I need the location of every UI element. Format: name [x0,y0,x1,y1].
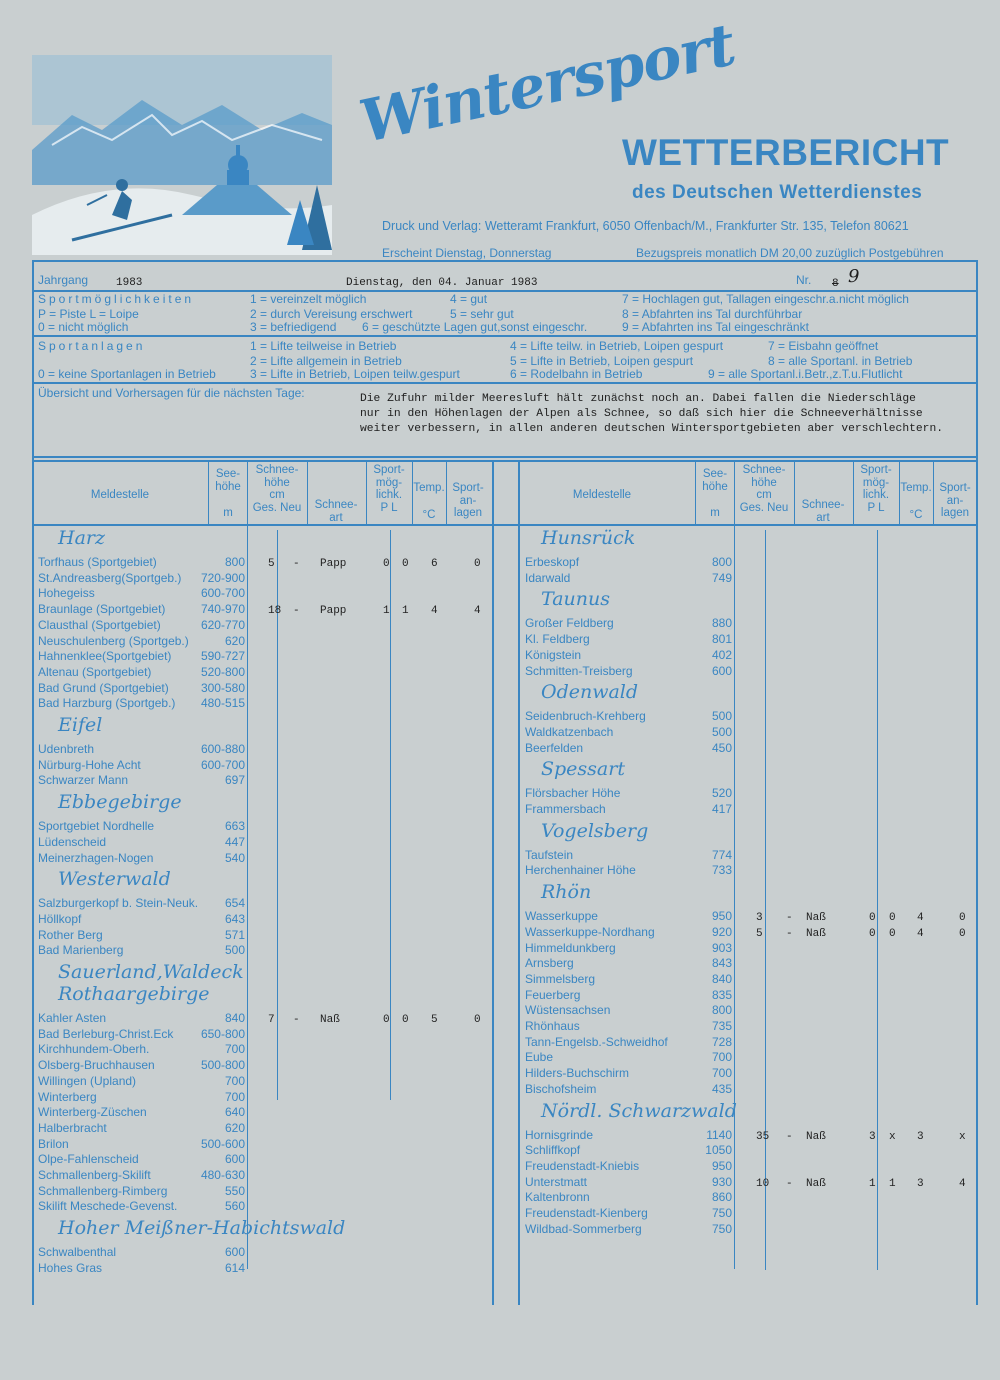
station-altitude: 700 [224,1042,245,1057]
region-heading: Nördl. Schwarzwald [541,1099,737,1122]
snow-type: Naß [806,1177,826,1190]
facilities: 0 [474,558,481,570]
station-name: Torfhaus (Sportgebiet) [38,555,157,569]
sport-legend-item: 8 = Abfahrten ins Tal durchführbar [622,307,803,321]
station-name: Neuschulenberg (Sportgeb.) [38,633,189,648]
station-name: Erbeskopf [525,555,580,569]
anlagen-legend-item: 2 = Lifte allgemein in Betrieb [250,354,402,368]
snow-total: 10 [756,1177,770,1190]
anlagen-legend-item: 9 = alle Sportanl.i.Betr.,z.T.u.Flutlicht [708,367,903,381]
col-schneeart: Schnee- art [314,499,358,524]
station-altitude: 600 [224,1245,245,1260]
column-separator [412,460,413,524]
station-altitude: 750 [711,1206,732,1220]
sport-loipe: 1 [889,1177,896,1190]
station-altitude: 654 [224,896,245,911]
station-altitude: 600-700 [200,586,245,601]
sport-loipe: x [889,1130,896,1143]
snow-total: 5 [756,927,763,940]
station-altitude: 880 [711,616,732,631]
sport-legend-item: 0 = nicht möglich [38,320,129,334]
snow-total: 3 [756,912,763,925]
station-name: Feuerberg [525,987,581,1002]
region-heading: Harz [58,527,105,549]
sport-legend-item: 2 = durch Vereisung erschwert [250,307,413,321]
station-name: Taufstein [525,847,574,862]
station-name: Waldkatzenbach [525,724,614,739]
station-name: Kahler Asten [38,1011,107,1025]
station-altitude: 843 [711,956,732,971]
temperature: 6 [431,558,438,570]
station-name: Brilon [38,1136,69,1151]
station-altitude: 800 [711,555,732,569]
snow-new: - [786,1130,793,1143]
sport-legend-item: 9 = Abfahrten ins Tal eingeschränkt [622,320,809,334]
station-altitude: 930 [711,1174,732,1189]
region-heading: Taunus [541,588,610,611]
station-altitude: 800 [711,1003,732,1018]
station-altitude: 700 [224,1073,245,1088]
station-altitude: 801 [711,632,732,647]
snow-type: Naß [806,927,826,940]
sport-piste: 1 [869,1177,876,1190]
station-name: Bischofsheim [525,1081,597,1096]
col-meldestelle-right: Meldestelle [572,489,632,501]
station-name: Altenau (Sportgebiet) [38,664,152,679]
snow-new: - [786,1177,793,1190]
station-altitude: 750 [711,1221,732,1236]
station-altitude: 600 [711,663,732,678]
col-anlagen: Sport- an- lagen [452,482,484,519]
sport-legend-item: 1 = vereinzelt möglich [250,292,367,306]
column-separator [765,530,766,1270]
station-altitude: 500 [711,709,732,724]
station-name: Freudenstadt-Kniebis [525,1158,640,1173]
station-name: Freudenstadt-Kienberg [525,1206,648,1220]
column-separator [307,460,308,524]
issue-date: Dienstag, den 04. Januar 1983 [346,277,538,289]
sport-piste: 0 [869,912,876,925]
station-altitude: 700 [711,1050,732,1065]
anlagen-legend-item: 5 = Lifte in Betrieb, Loipen gespurt [510,354,694,368]
sport-legend-item: P = Piste L = Loipe [38,307,139,321]
station-altitude: 835 [711,987,732,1002]
temperature: 4 [431,605,438,618]
snow-total: 18 [268,605,282,618]
column-separator [853,460,854,524]
station-altitude: 550 [224,1183,245,1198]
temperature: 3 [917,1130,924,1143]
station-name: Winterberg [38,1089,97,1104]
page-subtitle: des Deutschen Wetterdienstes [632,182,923,203]
station-name: Winterberg-Züschen [38,1105,147,1120]
station-altitude: 590-727 [200,649,245,664]
issue-number-label: Nr. [796,273,812,287]
snow-total: 35 [756,1130,770,1143]
anlagen-legend-item: 7 = Eisbahn geöffnet [768,339,879,353]
page-title: WETTERBERICHT [622,132,950,173]
station-altitude: 860 [711,1190,732,1205]
sport-legend-item: 5 = sehr gut [450,307,514,321]
station-name: Hornisgrinde [525,1127,594,1142]
region-heading: Eifel [58,714,103,736]
station-altitude: 840 [224,1011,245,1025]
station-altitude: 697 [224,773,245,788]
station-altitude: 950 [711,909,732,924]
snow-total: 7 [268,1014,275,1026]
station-altitude: 749 [711,570,732,585]
region-heading: Rothaargebirge [58,983,210,1005]
station-name: Bad Grund (Sportgebiet) [38,680,169,695]
sport-legend-item: 7 = Hochlagen gut, Tallagen eingeschr.a.nicht möglich [622,292,909,306]
station-name: Skilift Meschede-Gevenst. [38,1199,178,1214]
column-separator [366,460,367,524]
anlagen-legend-label: Sportanlagen [38,339,146,353]
station-name: Bad Harzburg (Sportgeb.) [38,696,176,711]
anlagen-legend-item: 1 = Lifte teilweise in Betrieb [250,339,397,353]
sport-legend-item: 6 = geschützte Lagen gut,sonst eingeschr. [362,320,588,334]
station-name: Beerfelden [525,740,584,755]
jahrgang-value: 1983 [116,277,143,289]
station-name: St.Andreasberg(Sportgeb.) [38,570,182,585]
anlagen-legend-item: 3 = Lifte in Betrieb, Loipen teilw.gespurt [250,367,460,381]
forecast-label: Übersicht und Vorhersagen für die nächsten Tage: [38,386,305,400]
station-name: Unterstmatt [525,1174,588,1189]
facilities: 0 [959,927,966,940]
station-name: Hohegeiss [38,586,95,601]
station-altitude: 480-630 [200,1168,245,1182]
sport-piste: 0 [869,927,876,940]
station-name: Herchenhainer Höhe [525,863,636,878]
station-name: Schwarzer Mann [38,773,129,788]
station-altitude: 640 [224,1105,245,1120]
temperature: 4 [917,927,924,940]
station-name: Lüdenscheid [38,834,107,849]
station-name: Eube [525,1050,554,1065]
station-name: Olsberg-Bruchhausen [38,1058,155,1073]
sport-loipe: 0 [889,927,896,940]
station-name: Arnsberg [525,956,574,971]
station-name: Sportgebiet Nordhelle [38,819,155,834]
region-heading: Sauerland,Waldeck [58,961,244,983]
station-altitude: 500-800 [200,1058,245,1073]
station-name: Kaltenbronn [525,1190,590,1205]
region-heading: Hunsrück [541,527,636,549]
col-schneeart-right: Schnee- art [801,499,845,524]
column-separator [794,460,795,524]
sport-piste: 0 [383,1014,390,1026]
station-name: Udenbreth [38,742,95,756]
station-name: Flörsbacher Höhe [525,786,621,801]
station-altitude: 435 [711,1081,732,1096]
sport-piste: 0 [383,558,390,570]
column-separator [446,460,447,524]
station-name: Salzburgerkopf b. Stein-Neuk. [38,896,199,911]
station-name: Tann-Engelsb.-Schweidhof [525,1034,668,1049]
station-name: Idarwald [525,570,571,585]
col-meldestelle: Meldestelle [90,489,150,501]
region-heading: Westerwald [58,868,171,891]
station-altitude: 774 [711,847,732,862]
station-name: Frammersbach [525,802,606,816]
forecast-line: nur in den Höhenlagen der Alpen als Schnee, so daß sich hier die Schneeverhältnisse [360,408,923,420]
column-separator [247,524,248,1269]
sport-legend-label: Sportmöglichkeiten [38,292,195,306]
station-altitude: 740-970 [200,602,245,617]
jahrgang-label: Jahrgang [38,273,89,287]
station-altitude: 840 [711,971,732,986]
snow-new: - [293,605,300,618]
station-altitude: 620 [224,1120,245,1135]
facilities: 0 [474,1014,481,1026]
station-altitude: 540 [224,850,245,865]
issue-number-value: 8 [832,278,839,290]
column-separator [734,524,735,1269]
column-separator [899,460,900,524]
region-heading: Ebbegebirge [58,791,182,814]
col-schneehoehe: Schnee- höhe cm Ges. Neu [252,464,302,514]
col-schneehoehe-right: Schnee- höhe cm Ges. Neu [739,464,789,514]
temperature: 5 [431,1014,438,1026]
station-altitude: 620 [224,633,245,648]
station-altitude: 800 [224,555,245,569]
column-separator [695,460,696,524]
col-sport: Sport- mög- lichk. P L [373,464,405,514]
station-name: Schmallenberg-Rimberg [38,1183,168,1198]
facilities: 0 [959,912,966,925]
anlagen-legend-item: 8 = alle Sportanl. in Betrieb [768,354,913,368]
station-altitude: 450 [711,740,732,755]
sport-piste: 1 [383,605,390,618]
sport-legend-item: 3 = befriedigend [250,320,337,334]
schedule-line: Erscheint Dienstag, Donnerstag [382,246,552,260]
sport-loipe: 0 [889,912,896,925]
station-name: Höllkopf [38,911,82,926]
station-name: Königstein [525,647,582,662]
station-name: Meinerzhagen-Nogen [38,850,154,865]
station-name: Clausthal (Sportgebiet) [38,617,161,632]
station-altitude: 417 [711,802,732,816]
station-altitude: 500-600 [200,1136,245,1151]
station-name: Hilders-Buchschirm [525,1066,630,1081]
sport-loipe: 1 [402,605,409,618]
station-name: Schmallenberg-Skilift [38,1168,151,1182]
col-temp: Temp. °C [413,482,445,521]
facilities: 4 [474,605,481,618]
col-seehoehe-right: See- höhe m [702,468,728,519]
station-name: Kirchhundem-Oberh. [38,1042,150,1057]
snow-new: - [786,927,793,940]
station-altitude: 300-580 [200,680,245,695]
station-altitude: 643 [224,911,245,926]
station-name: Simmelsberg [525,971,596,986]
station-name: Halberbracht [38,1120,107,1135]
header-illustration [32,55,332,255]
region-heading: Hoher Meißner-Habichtswald [58,1217,346,1240]
station-altitude: 650-800 [200,1026,245,1041]
sport-legend-item: 4 = gut [450,292,488,306]
column-separator [208,460,209,524]
station-altitude: 500 [224,943,245,958]
station-altitude: 733 [711,863,732,878]
facilities: 4 [959,1177,966,1190]
snow-type: Naß [806,1130,826,1143]
snow-type: Naß [320,1014,340,1026]
station-name: Nürburg-Hohe Acht [38,757,141,772]
station-name: Hohes Gras [38,1260,103,1275]
region-heading: Spessart [541,758,625,781]
column-separator [247,460,248,524]
column-separator [390,530,391,1100]
station-altitude: 600 [224,1152,245,1167]
station-altitude: 402 [711,647,732,662]
snow-new: - [293,1014,300,1026]
column-separator [933,460,934,524]
anlagen-legend-item: 0 = keine Sportanlagen in Betrieb [38,367,216,381]
station-name: Kl. Feldberg [525,632,590,647]
station-altitude: 1050 [705,1143,732,1158]
station-altitude: 1140 [706,1127,732,1142]
station-name: Rhönhaus [525,1019,580,1033]
region-heading: Vogelsberg [541,819,649,842]
anlagen-legend-item: 6 = Rodelbahn in Betrieb [510,367,643,381]
station-name: Großer Feldberg [525,616,614,631]
station-name: Schmitten-Treisberg [525,663,633,678]
sport-piste: 3 [869,1130,876,1143]
station-altitude: 600-700 [200,757,245,772]
station-altitude: 950 [711,1158,732,1173]
station-altitude: 520-800 [200,664,245,679]
station-name: Bad Berleburg-Christ.Eck [38,1026,174,1041]
station-altitude: 614 [224,1260,245,1275]
station-altitude: 560 [224,1199,245,1214]
region-heading: Rhön [541,881,592,904]
snow-type: Papp [320,605,347,618]
wintersport-logo: Wintersport [353,10,741,156]
station-altitude: 700 [711,1066,732,1081]
station-name: Rother Berg [38,927,103,942]
region-heading: Odenwald [541,681,639,704]
station-altitude: 447 [224,834,245,849]
station-altitude: 600-880 [200,742,245,756]
station-name: Himmeldunkberg [525,940,616,955]
facilities: x [959,1130,966,1143]
station-name: Wüstensachsen [525,1003,611,1018]
col-seehoehe: See- höhe m [215,468,241,519]
station-altitude: 728 [711,1034,732,1049]
sport-loipe: 0 [402,558,409,570]
temperature: 3 [917,1177,924,1190]
snow-type: Papp [320,558,347,570]
station-altitude: 920 [711,924,732,939]
station-altitude: 500 [711,724,732,739]
col-temp-right: Temp. °C [900,482,932,521]
station-name: Bad Marienberg [38,943,124,958]
column-separator [877,530,878,1270]
forecast-line: weiter verbessern, in allen anderen deutschen Wintersportgebieten aber verschlechtern. [360,423,944,435]
temperature: 4 [917,912,924,925]
station-altitude: 620-770 [200,617,245,632]
anlagen-legend-item: 4 = Lifte teilw. in Betrieb, Loipen gespurt [510,339,724,353]
snow-type: Naß [806,912,826,925]
station-altitude: 735 [711,1019,732,1033]
station-altitude: 663 [224,819,245,834]
station-name: Willingen (Upland) [38,1073,137,1088]
station-name: Schliffkopf [525,1143,581,1158]
col-anlagen-right: Sport- an- lagen [939,482,971,519]
snow-new: - [293,558,300,570]
snow-total: 5 [268,558,275,570]
station-altitude: 480-515 [200,696,245,711]
snow-new: - [786,912,793,925]
publisher-line: Druck und Verlag: Wetteramt Frankfurt, 6050 Offenbach/M., Frankfurter Str. 135, Telefon 80621 [382,219,909,233]
issue-number-handwritten: 9 [848,266,860,287]
col-sport-right: Sport- mög- lichk. P L [860,464,892,514]
station-name: Olpe-Fahlenscheid [38,1152,139,1167]
station-name: Seidenbruch-Krehberg [525,709,646,724]
forecast-line: Die Zufuhr milder Meeresluft hält zunächst noch an. Dabei fallen die Niederschläge [360,393,916,405]
station-name: Hahnenklee(Sportgebiet) [38,649,172,664]
station-altitude: 571 [224,927,245,942]
station-name: Braunlage (Sportgebiet) [38,602,166,617]
station-altitude: 700 [224,1089,245,1104]
price-line: Bezugspreis monatlich DM 20,00 zuzüglich Postgebühren [636,246,944,260]
station-altitude: 520 [711,786,732,801]
sport-loipe: 0 [402,1014,409,1026]
station-name: Wasserkuppe-Nordhang [525,924,655,939]
station-altitude: 720-900 [200,570,245,585]
column-separator [734,460,735,524]
station-name: Wildbad-Sommerberg [525,1221,642,1236]
station-altitude: 903 [711,940,732,955]
station-name: Wasserkuppe [525,909,598,924]
station-name: Schwalbenthal [38,1245,117,1260]
